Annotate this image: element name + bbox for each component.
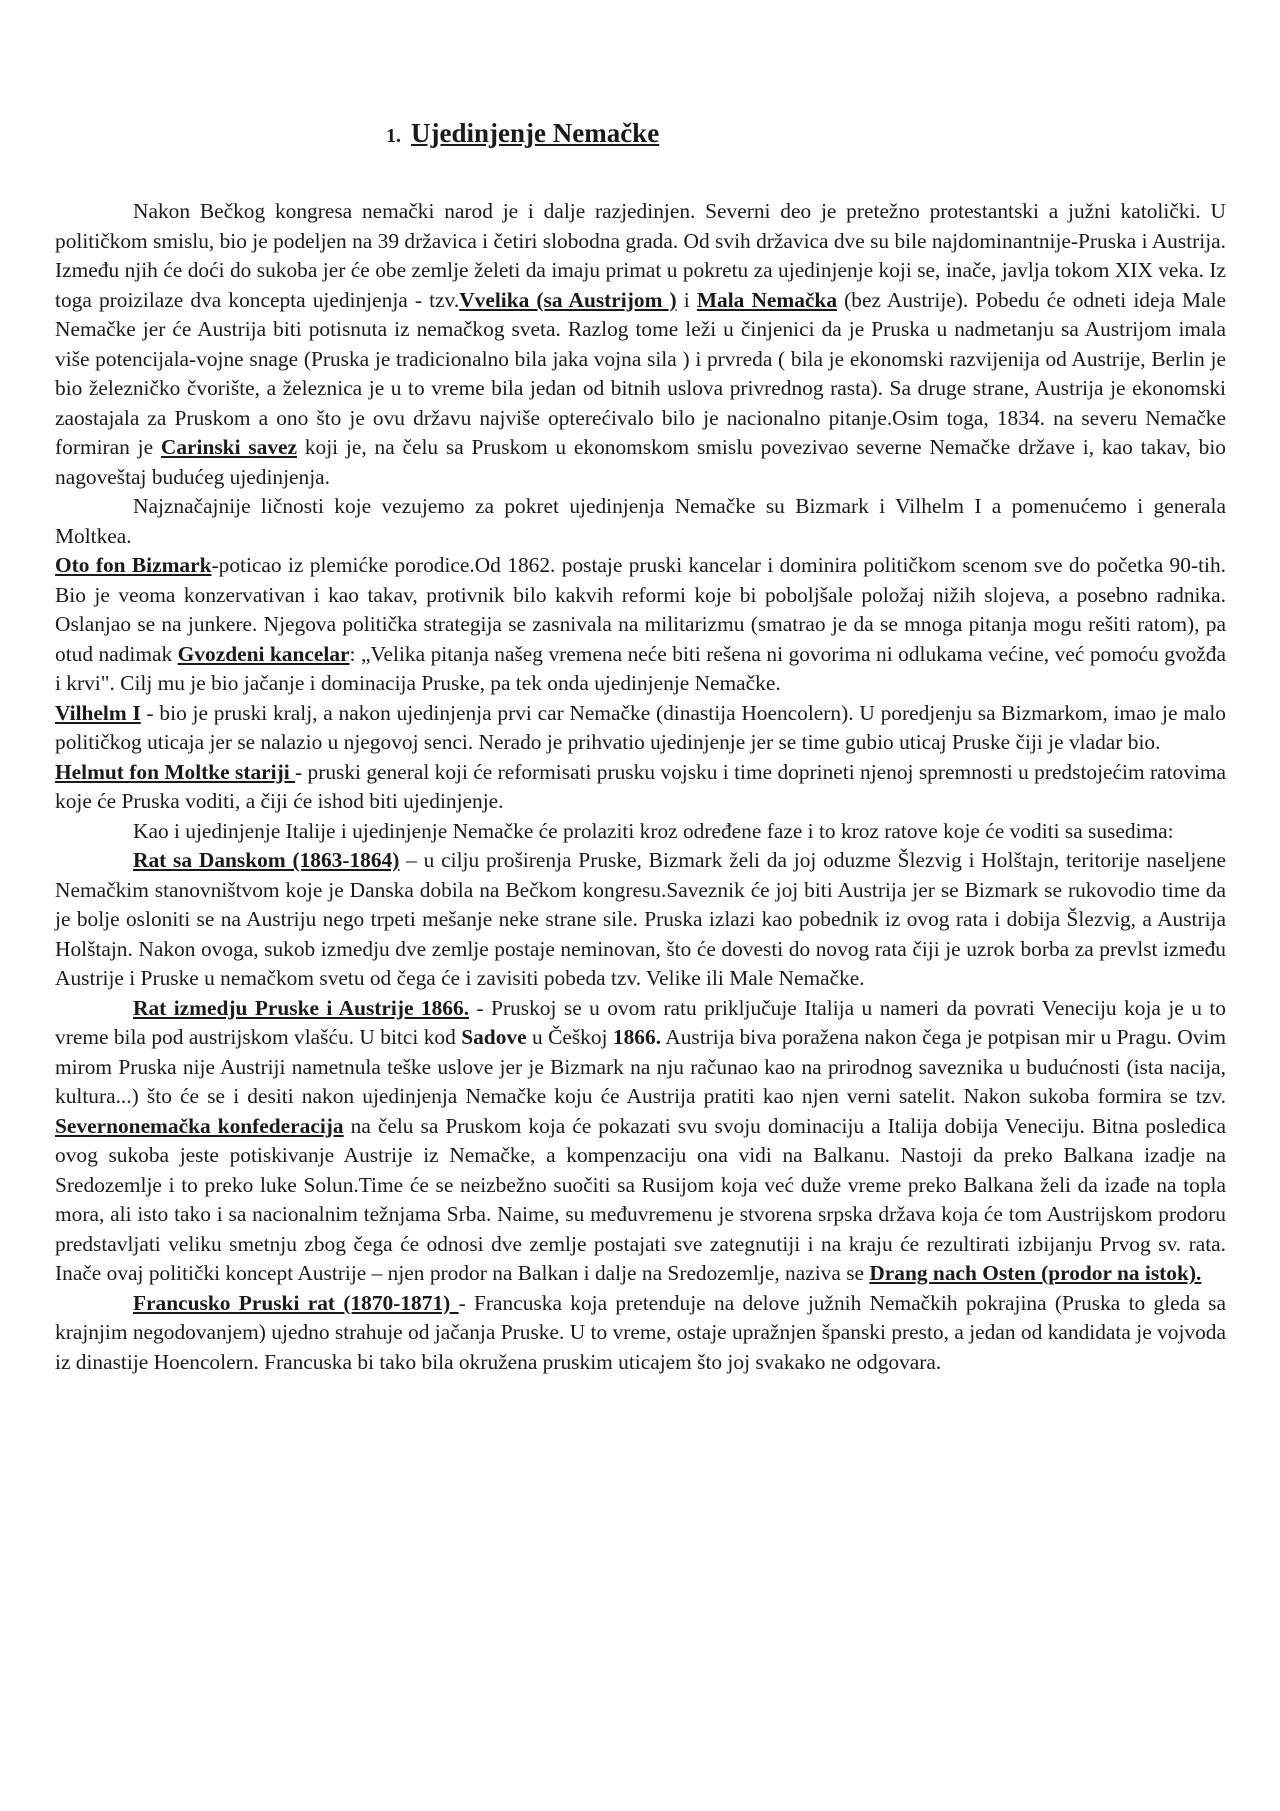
paragraph-danish-war — [55, 846, 1226, 994]
text-run: na čelu sa Pruskom koja će pokazati svu svoju dominaciju a Italija dobija Veneciju. Bitna posledica ovog sukoba jeste potiskivanje Austrije iz Nemačke, a kompenzaciju ona vidi na Balkanu. Nastoji da preko Balkana izadje na Sredozemlje i to preko luke Solun.Time će se neizbežno suočiti sa Rusijom koja već duže vreme preko Balkana želi da izađe na topla mora, ali isto tako i sa nacionalnim težnjama Srba. Naime, su međuvremenu je stvorena srpska država koja će tom Austrijskom prodoru predstavljati veliku smetnju zbog čega će odnosi dve zemlje postajati sve zategnutiji i na kraju će rezultirati izbijanju Prvog sv. rata. Inače ovaj politički koncept Austrije – njen prodor na Balkan i dalje na Sredozemlje, naziva se — [55, 1113, 1226, 1285]
paragraph-vilhelm — [55, 699, 1226, 758]
title-number: 1. — [386, 125, 401, 147]
paragraph-intro — [55, 197, 1226, 492]
term-velika-nemacka: Vvelika (sa Austrijom ) — [459, 287, 677, 312]
paragraph-franco-prussian-war — [55, 1289, 1226, 1378]
paragraph-bizmark — [55, 551, 1226, 699]
text-run: - bio je pruski kralj, a nakon ujedinjenja prvi car Nemačke (dinastija Hoencolern). U poredjenju sa Bizmarkom, imao je malo političkog uticaja jer se nalazio u njegovoj senci. Nerado je prihvatio ujedinjenje jer se time gubio uticaj Pruske čiji je vladar bio. — [55, 700, 1226, 754]
term-helmut-fon-moltke: Helmut fon Moltke stariji — [55, 759, 296, 784]
paragraph-austro-prussian-war — [55, 994, 1226, 1289]
text-run: u Češkoj — [526, 1025, 613, 1049]
term-severnonemacka-konfederacija: Severnonemačka konfederacija — [55, 1113, 344, 1138]
text-run: - Pruskoj se u ovom ratu priključuje Italija u nameri da povrati Veneciju koja je u to vreme bila pod austrijskom vlašću. U bitci kod — [55, 995, 1226, 1049]
text-run: koji je, na čelu sa Pruskom u ekonomskom smislu povezivao severne Nemačke države i, kao takav, bio nagoveštaj budućeg ujedinjenja. — [55, 435, 1226, 489]
text-run: (bez Austrije). Pobedu će odneti ideja Male Nemačke jer će Austrija biti potisnuta iz nemačkog sveta. Razlog tome leži u činjenici da je Pruska u nadmetanju sa Austrijom imala više potencijala-vojne snage (Pruska je tradicionalno bila jaka vojna sila ) i prvreda ( bila je ekonomski razvijenija od Austrije, Berlin je bio železničko čvorište, a železnica je u to vreme bila jedan od bitnih uslova privrednog rasta). Sa druge strane, Austrija je ekonomski zaostajala za Pruskom a ono što je ovu državu najviše opterećivalo bilo je nacionalno pitanje.Osim toga, 1834. na severu Nemačke formiran je — [55, 287, 1227, 459]
term-drang-nach-osten: Drang nach Osten (prodor na istok). — [869, 1261, 1202, 1285]
term-sadova: Sadove — [461, 1025, 527, 1049]
title-text: Ujedinjenje Nemačke — [411, 118, 660, 148]
paragraph-phases: Kao i ujedinjenje Italije i ujedinjenje Nemačke će prolaziti kroz određene faze i to kroz ratove koje će voditi sa susedima: — [133, 818, 1174, 843]
term-gvozdeni-kancelar: Gvozdeni kancelar — [177, 641, 350, 666]
text-run: - Francuska koja pretenduje na delove južnih Nemačkih pokrajina (Pruska to gleda sa krajnjim negodovanjem) ujedno strahuje od jačanja Pruske. U to vreme, ostaje upražnjen španski presto, a jedan od kandidata je vojvoda iz dinastije Hoencolern. Francuska bi tako bila okružena pruskim uticajem što joj svakako ne odgovara. — [55, 1290, 1227, 1374]
term-oto-fon-bizmark: Oto fon Bizmark — [55, 553, 212, 577]
text-run: : „Velika pitanja našeg vremena neće biti rešena ni govorima ni odlukama većine, već pomoću gvožđa i krvi". Cilj mu je bio jačanje i dominacija Pruske, pa tek onda ujedinjenje Nemačke. — [55, 641, 1226, 695]
term-carinski-savez: Carinski savez — [160, 435, 298, 459]
paragraph-moltke — [55, 758, 1226, 817]
text-run: - pruski general koji će reformisati prusku vojsku i time doprineti njenoj spremnosti u predstojećim ratovima koje će Pruska voditi, a čiji će ishod biti ujedinjenje. — [55, 759, 1226, 813]
term-year-1866: 1866. — [612, 1025, 662, 1049]
document-title — [386, 118, 659, 149]
term-mala-nemacka: Mala Nemačka — [696, 287, 838, 312]
term-rat-pruska-austrija: Rat izmedju Pruske i Austrije 1866. — [133, 995, 470, 1020]
text-run: i — [676, 287, 697, 312]
term-vilhelm-i: Vilhelm I — [55, 700, 141, 725]
text-run: -poticao iz plemićke porodice.Od 1862. postaje pruski kancelar i dominira političkom scenom sve do početka 90-tih. Bio je veoma konzervativan i kao takav, protivnik bilo kakvih reformi koje bi poboljšale položaj nižih slojeva, a posebno radnika. Oslanjao se na junkere. Njegova politička strategija se zasnivala na militarizmu (smatrao je da se mnoga pitanja mogu rešiti ratom), pa otud nadimak — [55, 553, 1226, 666]
term-francusko-pruski-rat: Francusko Pruski rat (1870-1871) — [133, 1290, 459, 1315]
text-run: Austrija biva poražena nakon čega je potpisan mir u Pragu. Ovim mirom Pruska nije Austriji nametnula teške uslove jer je Bizmark na nju računao kao na prirodnog saveznika u budućnosti (ista nacija, kultura...) što će se i desiti nakon ujedinjenja Nemačke koju će Austrija pratiti kao njen verni satelit. Nakon sukoba formira se tzv. — [55, 1025, 1226, 1108]
term-rat-sa-danskom: Rat sa Danskom (1863-1864) — [133, 848, 400, 872]
paragraph-personalities: Najznačajnije ličnosti koje vezujemo za pokret ujedinjenja Nemačke su Bizmark i Vilhelm I a pomenućemo i generala Moltkea. — [55, 494, 1226, 548]
text-run: Nakon Bečkog kongresa nemački narod je i dalje razjedinjen. Severni deo je pretežno protestantski a južni katolički. U političkom smislu, bio je podeljen na 39 državica i četiri slobodna grada. Od svih državica dve su bile najdominantnije-Pruska i Austrija. Između njih će doći do sukoba jer će obe zemlje želeti da imaju primat u pokretu za ujedinjenje koji se, inače, javlja tokom XIX veka. Iz toga proizilaze dva koncepta ujedinjenja - tzv. — [55, 199, 1226, 312]
text-run: – u cilju proširenja Pruske, Bizmark želi da joj oduzme Šlezvig i Holštajn, teritorije naseljene Nemačkim stanovništvom koje je Danska dobila na Bečkom kongresu.Saveznik će joj biti Austrija jer se Bizmark se rukovodio time da je bolje osloniti se na Austriju nego trpeti mešanje neke strane sile. Pruska izlazi kao pobednik iz ovog rata i dobija Šlezvig, a Austrija Holštajn. Nakon ovoga, sukob izmedju dve zemlje postaje neminovan, što će dovesti do novog rata čiji je uzrok borba za prevlst između Austrije i Pruske u nemačkom svetu od čega će i zavisiti pobeda tzv. Velike ili Male Nemačke. — [55, 848, 1227, 990]
document-body — [55, 197, 1226, 1377]
